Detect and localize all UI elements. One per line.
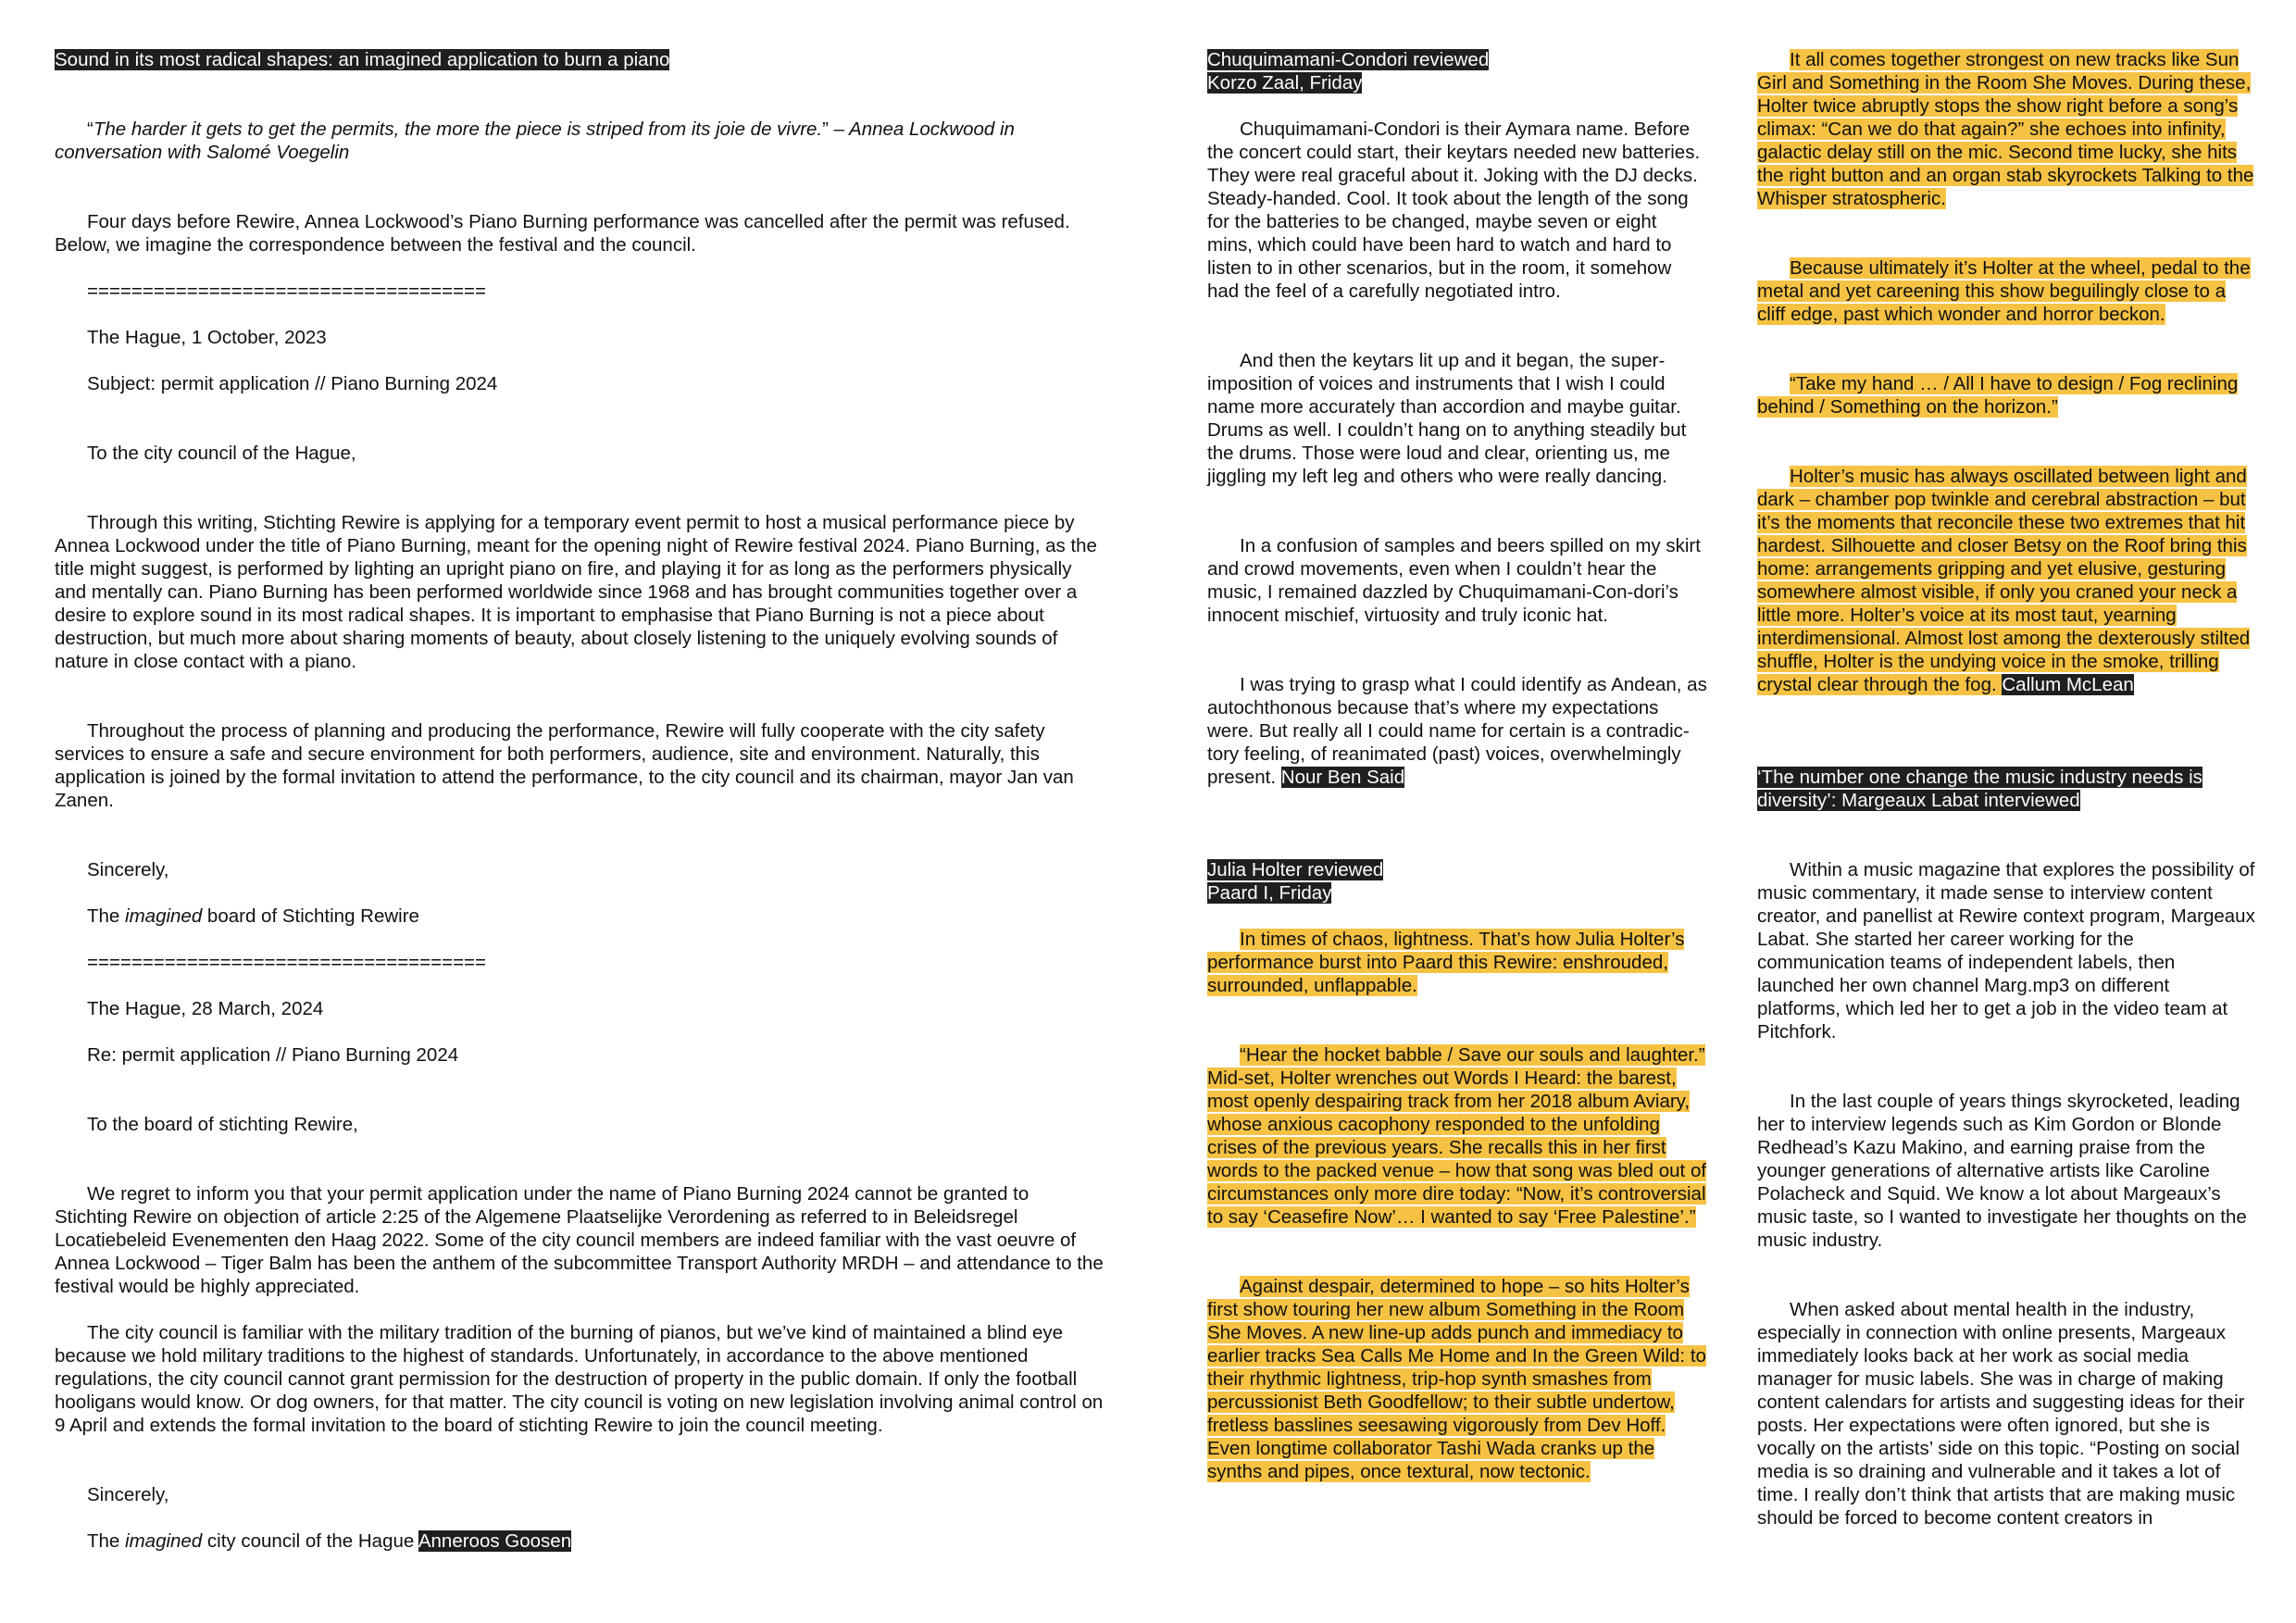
interview-title: ‘The number one change the music industry needs is diversity’: Margeaux Labat interviewed <box>1757 767 2202 811</box>
reviews-column <box>1207 48 1707 1483</box>
letter1-paragraph-1: Through this writing, Stichting Rewire is applying for a temporary event permit to host a musical performance piece by Annea Lockwood under the title of Piano Burning, meant for the opening night of Rewire festival 2024. Piano Burning, as the title might suggest, is performed by lighting an upright piano on fire, and playing it for as long as the performers physically and mentally can. Piano Burning has been performed worldwide since 1968 and has brought communities together over a desire to explore sound in its most radical shapes. It is important to emphasise that Piano Burning is not a piece about destruction, but much more about sharing moments of beauty, about closely listening to the uniquely evolving sounds of nature in close contact with a piano. <box>55 512 1097 672</box>
letter2-paragraph-1: We regret to inform you that your permit application under the name of Piano Burning 2024 cannot be granted to Stichting Rewire on objection of article 2:25 of the Algemene Plaatselijke Verordening as referred to in Beleidsregel Locatiebeleid Evenementen den Haag 2022. Some of the city council members are indeed familiar with the vast oeuvre of Annea Lockwood – Tiger Balm has been the anthem of the subcommittee Transport Authority MRDH – and attendance to the festival would be highly appreciated. <box>55 1183 1104 1297</box>
review2-lyric-quote: “Take my hand … / All I have to design / Fog reclining behind / Something on the horizon.” <box>1757 373 2239 418</box>
review1-heading: Chuquimamani-Condori reviewed Korzo Zaal, Friday <box>1207 49 1490 94</box>
article-title: Sound in its most radical shapes: an imagined application to burn a piano <box>55 49 670 70</box>
review2-paragraph-7: Holter’s music has always oscillated between light and dark – chamber pop twinkle and cerebral abstraction – but it’s the moments that reconcile these two extremes that hit hardest. Silhouette and closer Betsy on the Roof bring this home: arrangements gripping and yet elusive, gesturing somewhere almost visible, if only you craned your neck a little more. Holter’s voice at its most taut, yearning interdimensional. Almost lost among the dexterously stilted shuffle, Holter is the undying voice in the smoke, trilling crystal clear through the fog. Callum McLean <box>1757 466 2251 695</box>
letter1-place-date: The Hague, 1 October, 2023 <box>87 327 327 348</box>
author-credit: Anneroos Goosen <box>418 1530 572 1552</box>
epigraph: “The harder it gets to get the permits, the more the piece is striped from its joie de vivre.” – Annea Lockwood in conversation with Salomé Voegelin <box>55 119 1015 163</box>
review2-paragraph-3: Against despair, determined to hope – so hits Holter’s first show touring her new album Something in the Room She Moves. A new line-up adds punch and immediacy to earlier tracks Sea Calls Me Home and In the Green Wild: to their rhythmic lightness, trip-hop synth smashes from percussionist Beth Goodfellow; to their subtle undertow, fretless basslines seesawing vigorously from Dev Hoff. Even longtime collaborator Tashi Wada cranks up the synths and pipes, once textural, now tectonic. <box>1207 1276 1706 1482</box>
letter2-signature: The imagined city council of the Hague Anneroos Goosen <box>87 1530 572 1552</box>
review2-paragraph-5: Because ultimately it’s Holter at the wheel, pedal to the metal and yet careening this show beguilingly close to a cliff edge, past which wonder and horror beckon. <box>1757 257 2251 325</box>
review2-paragraph-1: In times of chaos, lightness. That’s how Julia Holter’s performance burst into Paard this Rewire: enshrouded, surrounded, unflappable. <box>1207 929 1685 996</box>
review1-paragraph-2: And then the keytars lit up and it began, the super-imposition of voices and instruments that I wish I could name more accurately than accordion and maybe guitar. Drums as well. I couldn’t hang on to anything steadily but the drums. Those were loud and clear, orienting us, me jiggling my left leg and others who were really dancing. <box>1207 350 1687 487</box>
review1-paragraph-4: I was trying to grasp what I could identify as Andean, as autochthonous because that’s where my expectations were. But really all I could name for certain is a contradic-tory feeling, of reanimated (past) voices, overwhelmingly present. Nour Ben Said <box>1207 674 1707 788</box>
review1-paragraph-3: In a confusion of samples and beers spilled on my skirt and crowd movements, even when I couldn’t hear the music, I remained dazzled by Chuquimamani-Con-dori’s innocent mischief, virtuosity and truly iconic hat. <box>1207 535 1701 626</box>
intro-paragraph: Four days before Rewire, Annea Lockwood’s Piano Burning performance was cancelled after the permit was refused. Below, we imagine the correspondence between the festival and the council. <box>55 211 1070 256</box>
review1-paragraph-1: Chuquimamani-Condori is their Aymara name. Before the concert could start, their keytars needed new batteries. They were real graceful about it. Joking with the DJ decks. Steady-handed. Cool. It took about the length of the song for the batteries to be changed, maybe seven or eight mins, which could have been hard to watch and hard to listen to in other scenarios, but in the room, it somehow had the feel of a carefully negotiated intro. <box>1207 119 1701 302</box>
interview-paragraph-3: When asked about mental health in the industry, especially in connection with online presents, Margeaux immediately looks back at her work as social media manager for music labels. She was in charge of making content calendars for artists and suggesting ideas for their posts. Her expectations were often ignored, but she is vocally on the artists’ side on this topic. “Posting on social media is so draining and vulnerable and it takes a lot of time. I really don’t think that artists that are making music should be forced to become content creators in <box>1757 1299 2245 1529</box>
continuation-column <box>1757 48 2257 1529</box>
author-credit: Callum McLean <box>2002 674 2134 695</box>
letter1-paragraph-2: Throughout the process of planning and producing the performance, Rewire will fully cooperate with the city safety services to ensure a safe and secure environment for both performers, audience, site and environment. Naturally, this application is joined by the formal invitation to attend the performance, to the city council and its chairman, mayor Jan van Zanen. <box>55 720 1074 811</box>
review2-heading: Julia Holter reviewed Paard I, Friday <box>1207 859 1384 904</box>
letter2-subject: Re: permit application // Piano Burning 2024 <box>87 1044 459 1066</box>
interview-paragraph-2: In the last couple of years things skyrocketed, leading her to interview legends such as Kim Gordon or Blonde Redhead’s Kazu Makino, and earning praise from the younger generations of alternative artists like Caroline Polacheck and Squid. We know a lot about Margeaux’s music taste, so I wanted to investigate her thoughts on the music industry. <box>1757 1091 2247 1251</box>
letter2-salutation: To the board of stichting Rewire, <box>87 1114 358 1135</box>
separator: ==================================== <box>87 952 486 973</box>
letter1-salutation: To the city council of the Hague, <box>87 443 356 464</box>
review2-paragraph-4: It all comes together strongest on new tracks like Sun Girl and Something in the Room She Moves. During these, Holter twice abruptly stops the show right before a song’s climax: “Can we do that again?” she echoes into infinity, galactic delay still on the mic. Second time lucky, she hits the right button and an organ stab skyrockets Talking to the Whisper stratospheric. <box>1757 49 2254 209</box>
letter1-subject: Subject: permit application // Piano Burning 2024 <box>87 373 498 394</box>
review2-paragraph-2: “Hear the hocket babble / Save our souls and laughter.” Mid-set, Holter wrenches out Words I Heard: the barest, most openly despairing track from her 2018 album Aviary, whose anxious cacophony responded to the unfolding crises of the previous years. She recalls this in her first words to the packed venue – how that song was bled out of circumstances only more dire today: “Now, it’s controversial to say ‘Ceasefire Now’… I wanted to say ‘Free Palestine’.” <box>1207 1044 1707 1228</box>
separator: ==================================== <box>87 281 486 302</box>
letter2-paragraph-2: The city council is familiar with the military tradition of the burning of pianos, but we’ve kind of maintained a blind eye because we hold military traditions to the highest of standards. Unfortunately, in accordance to the above mentioned regulations, the city council cannot grant permission for the destruction of property in the public domain. If only the football hooligans would know. Or dog owners, for that matter. The city council is voting on new legislation involving animal control on 9 April and extends the formal invitation to the board of stichting Rewire to join the council meeting. <box>55 1322 1104 1436</box>
author-credit: Nour Ben Said <box>1280 767 1405 788</box>
letter1-closing: Sincerely, <box>87 859 169 880</box>
interview-paragraph-1: Within a music magazine that explores the possibility of music commentary, it made sense to interview content creator, and panellist at Rewire context program, Margeaux Labat. She started her career working for the communication teams of independent labels, then launched her own channel Marg.mp3 on different platforms, which led her to get a job in the video team at Pitchfork. <box>1757 859 2255 1042</box>
article-piano-burning <box>55 48 1105 1553</box>
letter2-closing: Sincerely, <box>87 1484 169 1505</box>
letter1-signature: The imagined board of Stichting Rewire <box>87 905 419 927</box>
letter2-place-date: The Hague, 28 March, 2024 <box>87 998 324 1019</box>
